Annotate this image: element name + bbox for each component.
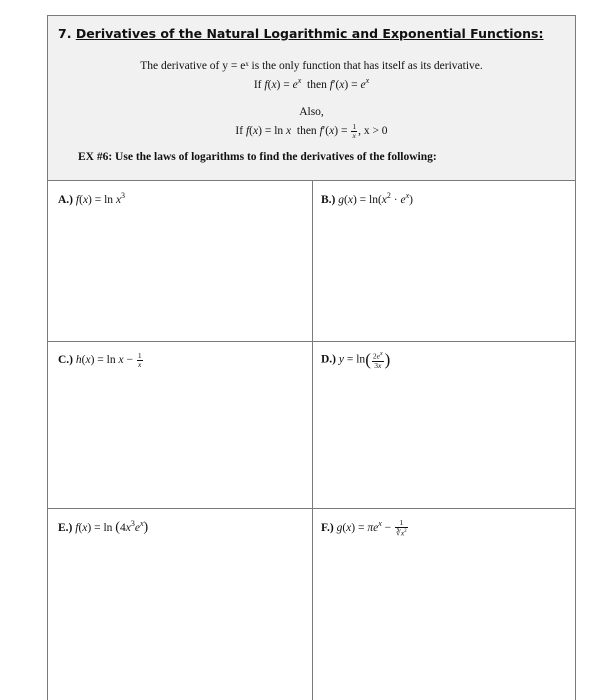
problem-f-label: F.) (321, 521, 334, 534)
problem-c: C.) h(x) = ln x − $\frac{1}{x}$ (58, 351, 142, 369)
also-text: Also, (299, 106, 324, 118)
problem-e-label: E.) (58, 521, 73, 534)
problem-b-label: B.) (321, 193, 336, 206)
problem-grid (48, 180, 575, 700)
rule2-condition: , x > 0 (358, 125, 388, 138)
rule2-if: If (235, 125, 244, 138)
rule1-if: If (253, 78, 262, 91)
rule2-then: then (296, 125, 317, 138)
worksheet (47, 15, 576, 700)
ln-derivative-rule: If f(x) = ln x then f′(x) = $\frac{1}{x}$ , x > 0 (235, 122, 388, 140)
problem-e: E.) $f(x) = \ln (4x^3e^x)$ (58, 519, 149, 535)
exp-derivative-rule: If $f(x) = e^x$ then $f'(x) = e^x$ (253, 76, 370, 91)
grid-divider-row1 (48, 341, 575, 342)
section-number: 7. (58, 26, 72, 41)
problem-f: F.) $g(x) = \pi e^x$ − $\frac{1}{∛x^2}$ (321, 518, 407, 538)
problem-d-label: D.) (321, 353, 337, 366)
exp-derivative-statement: The derivative of y = eˣ is the only function that has itself as its derivative. (140, 60, 483, 72)
problem-a: A.) $f(x) = \ln x^3$ (58, 191, 126, 206)
rule1-then: then (307, 78, 327, 91)
problem-a-label: A.) (58, 193, 74, 206)
problem-c-label: C.) (58, 354, 74, 367)
problem-d: D.) y = ln( $\frac{2e^x}{3x}$ ) (321, 350, 391, 370)
section-title (58, 26, 543, 41)
example-instructions: EX #6: Use the laws of logarithms to find the derivatives of the following: (78, 151, 437, 163)
problem-b: B.) $g(x) = \ln(x^2 \cdot e^x)$ (321, 191, 414, 206)
lesson-header (48, 16, 575, 181)
grid-divider-row2 (48, 508, 575, 509)
section-title-text: Derivatives of the Natural Logarithmic and Exponential Functions: (75, 26, 544, 41)
grid-divider-vertical (312, 180, 313, 700)
